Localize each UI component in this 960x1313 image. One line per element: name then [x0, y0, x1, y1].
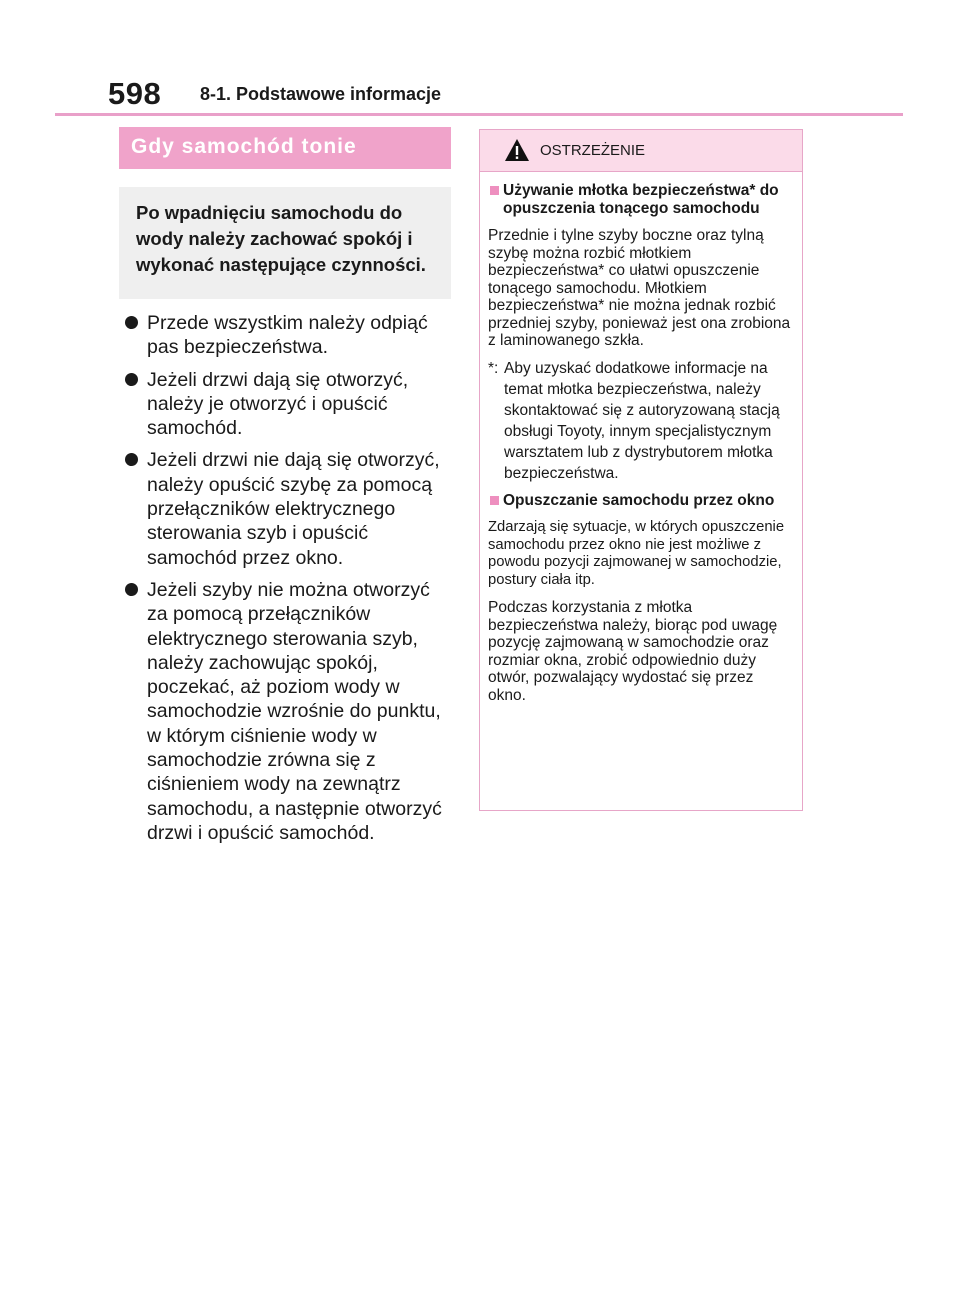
instruction-list: [119, 311, 451, 845]
list-item-text: Jeżeli drzwi nie dają się otworzyć, należy opuścić szybę za pomocą przełączników elektrycznego sterowania szyb i opuścić samochód przez okno.: [147, 449, 440, 569]
list-item-text: Jeżeli drzwi dają się otworzyć, należy je otworzyć i opuścić samochód.: [147, 368, 409, 440]
square-bullet-icon: [490, 496, 499, 505]
footnote: [488, 358, 794, 484]
warning-paragraph: Zdarzają się sytuacje, w których opuszczenie samochodu przez okno nie jest możliwe z powodu pozycji zajmowanej w samochodzie, postury ciała itp.: [488, 519, 785, 588]
list-item: [119, 578, 451, 845]
subsection-heading: [488, 492, 794, 510]
intro-box: Po wpadnięciu samochodu do wody należy zachować spokój i wykonać następujące czynności.: [119, 187, 451, 299]
bullet-icon: [125, 583, 138, 596]
page-header: [108, 76, 908, 116]
bullet-icon: [125, 373, 138, 386]
chapter-title: 8-1. Podstawowe informacje: [200, 84, 442, 104]
page-number: 598: [108, 76, 162, 111]
header-divider: [55, 113, 903, 116]
list-item-text: Jeżeli szyby nie można otworzyć za pomocą przełączników elektrycznego sterowania szyb, należy zachowując spokój, poczekać, aż poziom wody w samochodzie wzrośnie do punktu, w którym ciśnienie wody w samochodzie zrówna się z ciśnieniem wody na zewnątrz samochodu, a następnie otworzyć drzwi i opuścić samochód.: [147, 578, 442, 844]
warning-box: [479, 129, 803, 811]
warning-paragraph: Podczas korzystania z młotka bezpieczeństwa należy, biorąc pod uwagę pozycję zajmowaną w samochodzie oraz rozmiar okna, zrobić odpowiednio duży otwór, pozwalający wydostać się przez okno.: [488, 599, 778, 704]
warning-header: [480, 130, 802, 172]
subsection-heading-text: Opuszczanie samochodu przez okno: [503, 491, 775, 509]
warning-triangle-icon: [504, 138, 530, 162]
subsection-heading-text: Używanie młotka bezpieczeństwa* do opuszczenia tonącego samochodu: [503, 182, 779, 217]
warning-body: [480, 172, 802, 704]
bullet-icon: [125, 453, 138, 466]
warning-title: OSTRZEŻENIE: [540, 142, 646, 159]
list-item-text: Przede wszystkim należy odpiąć pas bezpieczeństwa.: [147, 312, 428, 359]
list-item: [119, 368, 451, 441]
bullet-icon: [125, 316, 138, 329]
square-bullet-icon: [490, 186, 499, 195]
footnote-mark: *:: [488, 359, 499, 377]
subsection-heading: [488, 182, 794, 217]
left-column: [119, 127, 451, 853]
list-item: [119, 448, 451, 569]
list-item: [119, 311, 451, 360]
warning-paragraph: Przednie i tylne szyby boczne oraz tylną szybę można rozbić młotkiem bezpieczeństwa* co ułatwi opuszczenie tonącego samochodu. Młotkiem bezpieczeństwa* nie można jednak rozbić przedniej szyby, ponieważ jest ona zrobiona z laminowanego szkła.: [488, 227, 791, 349]
footnote-text: Aby uzyskać dodatkowe informacje na temat młotka bezpieczeństwa, należy skontaktować się z autoryzowaną stacją obsługi Toyoty, innym specjalistycznym warsztatem lub z dystrybutorem młotka bezpieczeństwa.: [504, 359, 780, 482]
section-title: Gdy samochód tonie: [119, 127, 451, 169]
